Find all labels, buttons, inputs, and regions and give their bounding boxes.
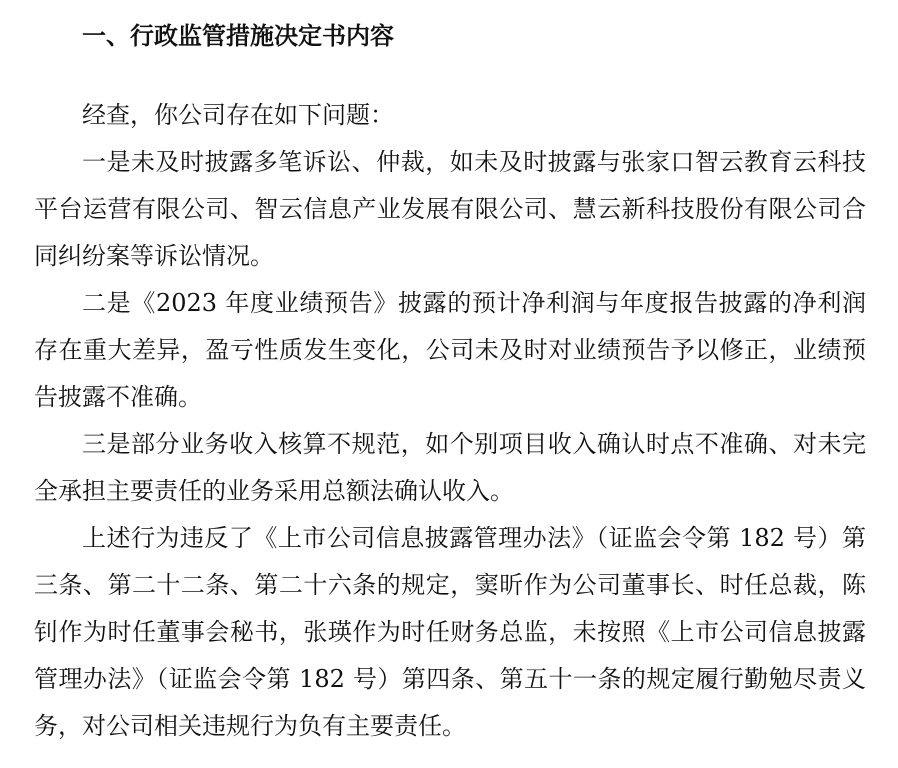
paragraph-issue-one: 一是未及时披露多笔诉讼、仲裁，如未及时披露与张家口智云教育云科技平台运营有限公司、智云信息产业发展有限公司、慧云新科技股份有限公司合同纠纷案等诉讼情况。 [34,148,866,270]
paragraph-issue-three: 三是部分业务收入核算不规范，如个别项目收入确认时点不准确、对未完全承担主要责任的业务采用总额法确认收入。 [34,430,866,505]
paragraph-intro: 经查，你公司存在如下问题： [82,101,394,129]
paragraph-violation-summary: 上述行为违反了《上市公司信息披露管理办法》（证监会令第 182 号）第三条、第二十二条、第二十六条的规定，窦昕作为公司董事长、时任总裁，陈钊作为时任董事会秘书，张瑛作为时任财务总监，未按照《上市公司信息披露管理办法》（证监会令第 182 号）第四条、第五十一条的规定履行勤勉尽责义务，对公司相关违规行为负有主要责任。 [34,524,866,740]
paragraph-issue-two: 二是《2023 年度业绩预告》披露的预计净利润与年度报告披露的净利润存在重大差异，盈亏性质发生变化，公司未及时对业绩预告予以修正，业绩预告披露不准确。 [34,289,866,411]
section-heading: 一、行政监管措施决定书内容 [82,22,394,50]
